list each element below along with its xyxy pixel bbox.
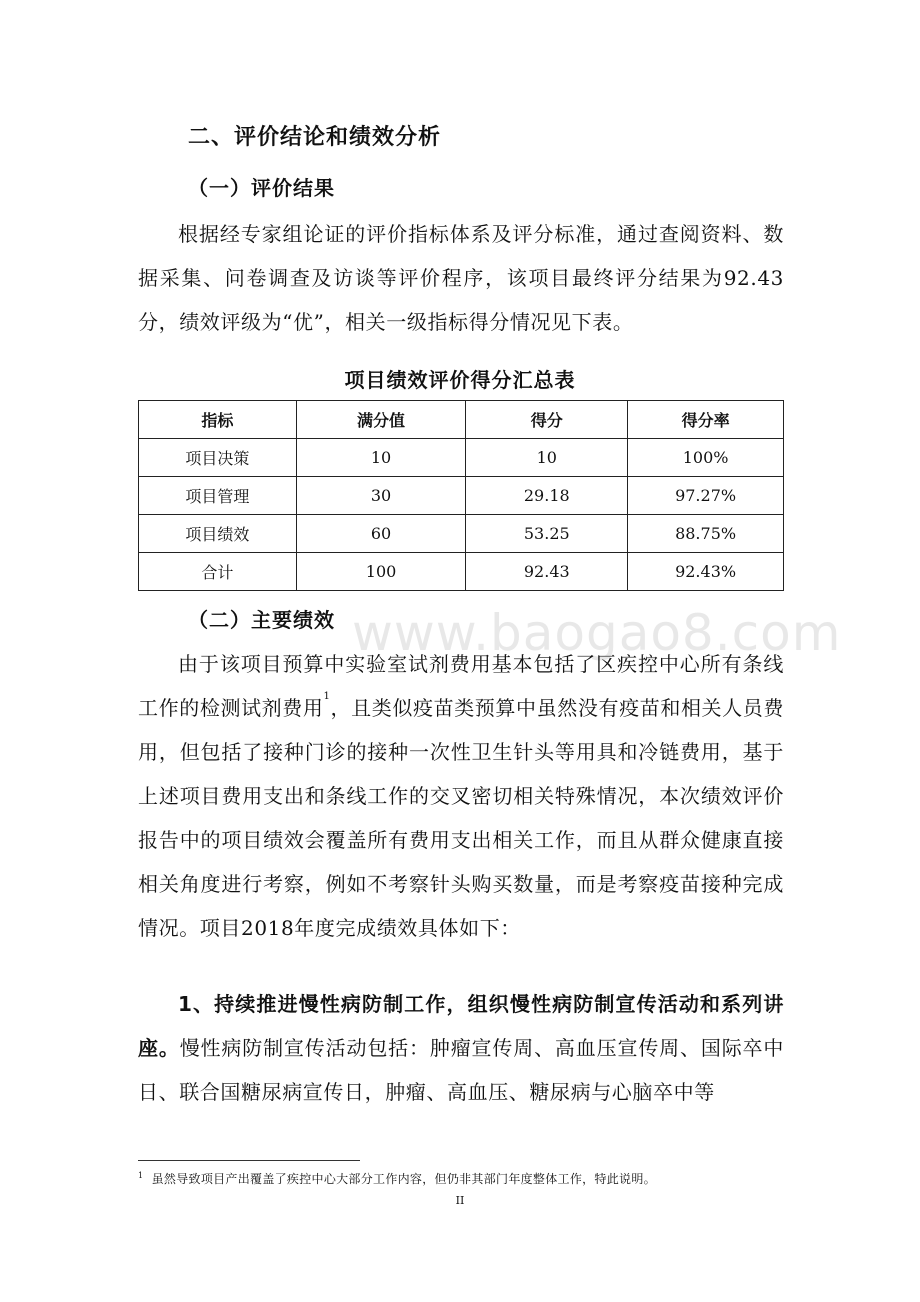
cell-indicator: 项目管理 bbox=[139, 477, 297, 515]
footnote-divider bbox=[138, 1160, 360, 1161]
table-row bbox=[139, 439, 784, 477]
cell-score: 53.25 bbox=[466, 515, 628, 553]
paragraph-performance-text-1: 由于该项目预算中实验室试剂费用基本包括了区疾控中心所有条线工作的检测试剂费用 bbox=[138, 652, 784, 720]
table-row bbox=[139, 477, 784, 515]
cell-full-score: 10 bbox=[296, 439, 466, 477]
footnote-text: 虽然导致项目产出覆盖了疾控中心大部分工作内容，但仍非其部门年度整体工作，特此说明。 bbox=[151, 1172, 656, 1186]
cell-indicator: 项目决策 bbox=[139, 439, 297, 477]
table-row-total bbox=[139, 553, 784, 591]
cell-full-score: 100 bbox=[296, 553, 466, 591]
footnote bbox=[138, 1170, 656, 1187]
subsection-title-performance: （二）主要绩效 bbox=[188, 608, 335, 632]
footnote-marker: 1 bbox=[138, 1171, 144, 1180]
cell-score-rate: 97.27% bbox=[628, 477, 784, 515]
cell-score: 92.43 bbox=[466, 553, 628, 591]
header-full-score: 满分值 bbox=[296, 401, 466, 439]
watermark: www.baogao8.com bbox=[352, 604, 842, 662]
subsection-title-results: （一）评价结果 bbox=[188, 176, 335, 200]
table-header-row bbox=[139, 401, 784, 439]
header-score-rate: 得分率 bbox=[628, 401, 784, 439]
cell-score: 10 bbox=[466, 439, 628, 477]
section-title: 二、评价结论和绩效分析 bbox=[188, 125, 442, 150]
paragraph-performance bbox=[138, 642, 784, 950]
item-heading: 1、持续推进慢性病防制工作，组织慢性病防制宣传活动和系列讲座。 bbox=[138, 992, 784, 1060]
cell-full-score: 60 bbox=[296, 515, 466, 553]
table-row bbox=[139, 515, 784, 553]
cell-indicator: 项目绩效 bbox=[139, 515, 297, 553]
table-caption: 项目绩效评价得分汇总表 bbox=[344, 368, 576, 392]
paragraph-results: 根据经专家组论证的评价指标体系及评分标准，通过查阅资料、数据采集、问卷调查及访谈等评价程序，该项目最终评分结果为92.43分，绩效评级为“优”，相关一级指标得分情况见下表。 bbox=[138, 222, 784, 334]
page-number: II bbox=[455, 1194, 465, 1207]
cell-score-rate: 92.43% bbox=[628, 553, 784, 591]
cell-score-rate: 100% bbox=[628, 439, 784, 477]
cell-indicator: 合计 bbox=[139, 553, 297, 591]
paragraph-chronic-disease bbox=[138, 982, 784, 1114]
header-indicator: 指标 bbox=[139, 401, 297, 439]
footnote-reference[interactable]: 1 bbox=[323, 691, 331, 702]
cell-score: 29.18 bbox=[466, 477, 628, 515]
cell-full-score: 30 bbox=[296, 477, 466, 515]
item-text: 慢性病防制宣传活动包括：肿瘤宣传周、高血压宣传周、国际卒中日、联合国糖尿病宣传日，肿瘤、高血压、糖尿病与心脑卒中等 bbox=[138, 1036, 785, 1104]
score-summary-table bbox=[138, 400, 784, 591]
cell-score-rate: 88.75% bbox=[628, 515, 784, 553]
header-score: 得分 bbox=[466, 401, 628, 439]
paragraph-performance-text-2: ，且类似疫苗类预算中虽然没有疫苗和相关人员费用，但包括了接种门诊的接种一次性卫生针头等用具和冷链费用，基于上述项目费用支出和条线工作的交叉密切相关特殊情况，本次绩效评价报告中的项目绩效会覆盖所有费用支出相关工作，而且从群众健康直接相关角度进行考察，例如不考察针头购买数量，而是考察疫苗接种完成情况。项目2018年度完成绩效具体如下： bbox=[138, 696, 784, 940]
